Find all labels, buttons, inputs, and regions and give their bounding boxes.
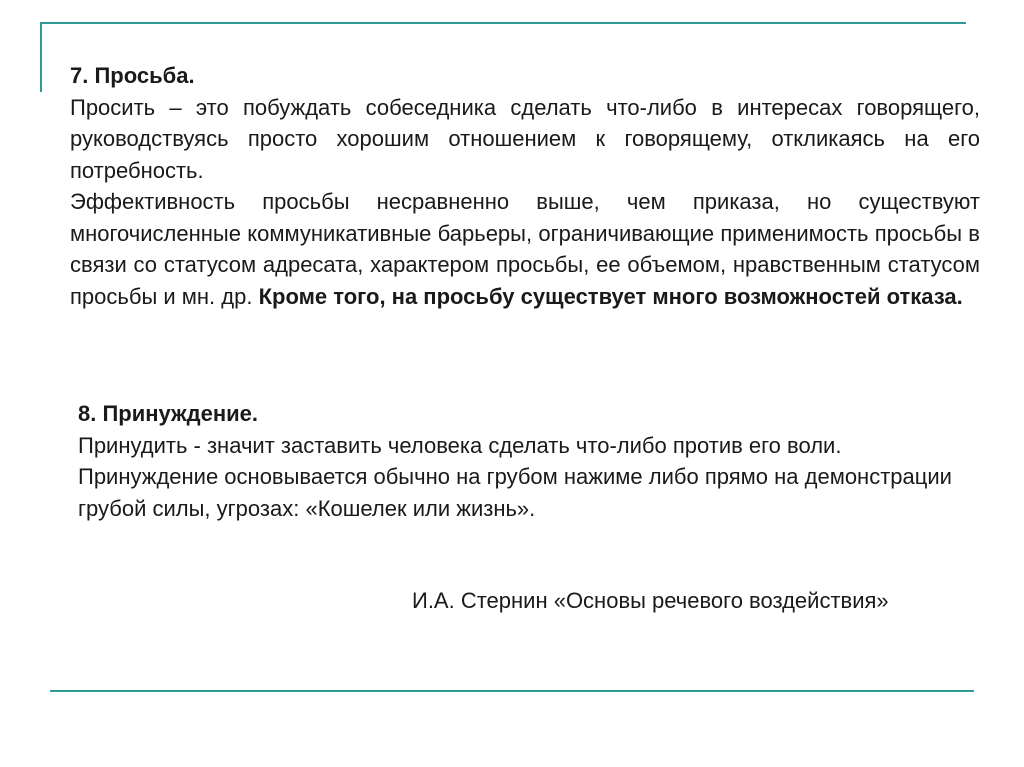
- section-coercion-basis: Принуждение основывается обычно на грубом нажиме либо прямо на демонстрации грубой силы, угрозах: «Кошелек или жизнь».: [78, 464, 952, 521]
- section-request-effectiveness: [70, 186, 980, 312]
- frame-top-line: [40, 22, 966, 24]
- frame-bottom-line: [50, 690, 974, 692]
- frame-left-line: [40, 22, 42, 92]
- section-request-heading: 7. Просьба.: [70, 63, 195, 88]
- section-request: [70, 60, 980, 312]
- section-request-definition: Просить – это побуждать собеседника сделать что-либо в интересах говорящего, руководствуясь просто хорошим отношением к говорящему, откликаясь на его потребность.: [70, 94, 980, 183]
- section-coercion: [78, 398, 958, 524]
- section-request-refusal-note: Кроме того, на просьбу существует много возможностей отказа.: [258, 283, 963, 309]
- section-coercion-definition: Принудить - значит заставить человека сделать что-либо против его воли.: [78, 432, 842, 458]
- section-request-effectiveness-text: Эффективность просьбы несравненно выше, чем приказа, но существуют многочисленные коммуникативные барьеры, ограничивающие применимость просьбы в связи со статусом адресата, характером просьбы, ее объемом, нравственным статусом просьбы и мн. др.: [70, 189, 980, 309]
- citation-source: И.А. Стернин «Основы речевого воздействия»: [412, 588, 889, 613]
- section-coercion-heading: 8. Принуждение.: [78, 401, 258, 426]
